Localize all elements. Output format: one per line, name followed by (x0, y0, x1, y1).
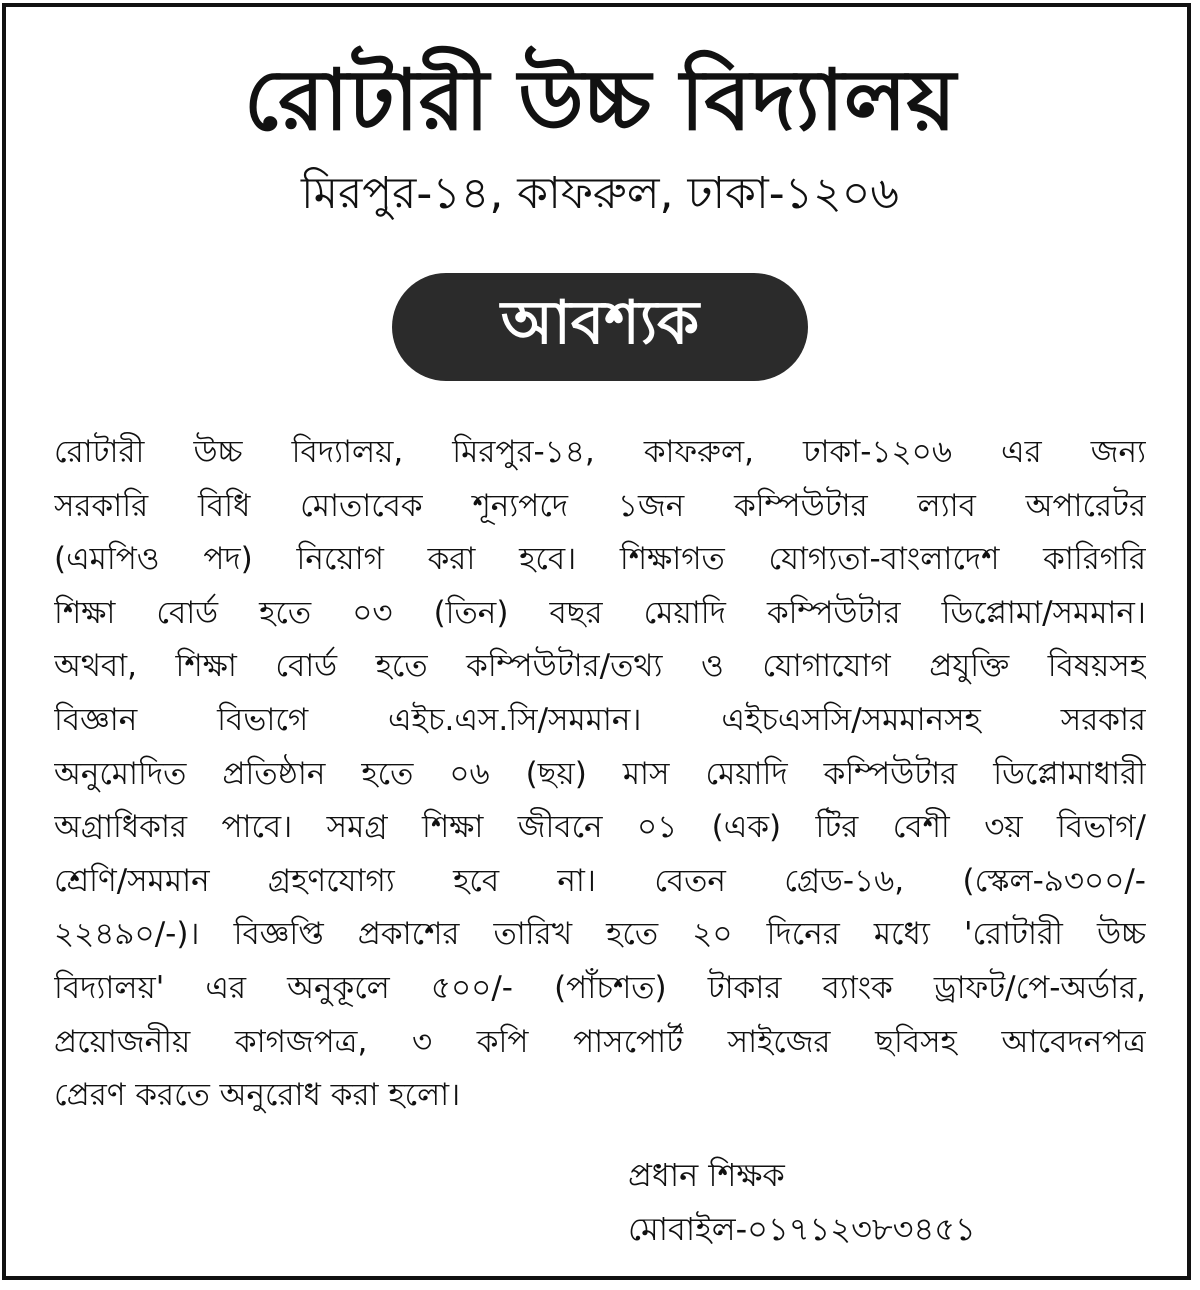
notice-line: রোটারী উচ্চ বিদ্যালয়, মিরপুর-১৪, কাফরুল, ঢাকা-১২০৬ এর জন্য (54, 434, 1146, 470)
signatory-title: প্রধান শিক্ষক (628, 1156, 785, 1194)
notice-line: শিক্ষা বোর্ড হতে ০৩ (তিন) বছর মেয়াদি কম্পিউটার ডিপ্লোমা/সমমান। (54, 594, 1146, 631)
notice-line: অনুমোদিত প্রতিষ্ঠান হতে ০৬ (ছয়) মাস মেয়াদি কম্পিউটার ডিপ্লোমাধারী (54, 755, 1146, 792)
notice-line: বিজ্ঞান বিভাগে এইচ.এস.সি/সমমান। এইচএসসি/সমমানসহ সরকার (54, 701, 1146, 738)
notice-line: সরকারি বিধি মোতাবেক শূন্যপদে ১জন কম্পিউটার ল্যাব অপারেটর (54, 487, 1146, 524)
notice-line: (এমপিও পদ) নিয়োগ করা হবে। শিক্ষাগত যোগ্যতা-বাংলাদেশ কারিগরি (54, 541, 1146, 578)
notice-line: অথবা, শিক্ষা বোর্ড হতে কম্পিউটার/তথ্য ও যোগাযোগ প্রযুক্তি বিষয়সহ (54, 648, 1146, 685)
notice-line: বিদ্যালয়' এর অনুকূলে ৫০০/- (পাঁচশত) টাকার ব্যাংক ড্রাফট/পে-অর্ডার, (54, 969, 1146, 1006)
notice-line: শ্রেণি/সমমান গ্রহণযোগ্য হবে না। বেতন গ্রেড-১৬, (স্কেল-৯৩০০/- (54, 862, 1146, 899)
school-name: রোটারী উচ্চ বিদ্যালয় (243, 51, 957, 149)
school-address: মিরপুর-১৪, কাফরুল, ঢাকা-১২০৬ (301, 168, 899, 219)
notice-line: প্রেরণ করতে অনুরোধ করা হলো। (54, 1077, 461, 1114)
signature-block (628, 1148, 1148, 1256)
notice-line: ২২৪৯০/-)। বিজ্ঞপ্তি প্রকাশের তারিখ হতে ২০ দিনের মধ্যে 'রোটারী উচ্চ (54, 916, 1146, 953)
notice-line: প্রয়োজনীয় কাগজপত্র, ৩ কপি পাসপোর্ট সাইজের ছবিসহ আবেদনপত্র (54, 1023, 1146, 1060)
required-banner (392, 273, 808, 381)
notice-line: অগ্রাধিকার পাবে। সমগ্র শিক্ষা জীবনে ০১ (এক) টির বেশী ৩য় বিভাগ/ (54, 809, 1146, 846)
banner-label: আবশ্যক (500, 288, 700, 358)
notice-body (54, 426, 1146, 1123)
mobile-number: মোবাইল-০১৭১২৩৮৩৪৫১ (628, 1210, 976, 1248)
